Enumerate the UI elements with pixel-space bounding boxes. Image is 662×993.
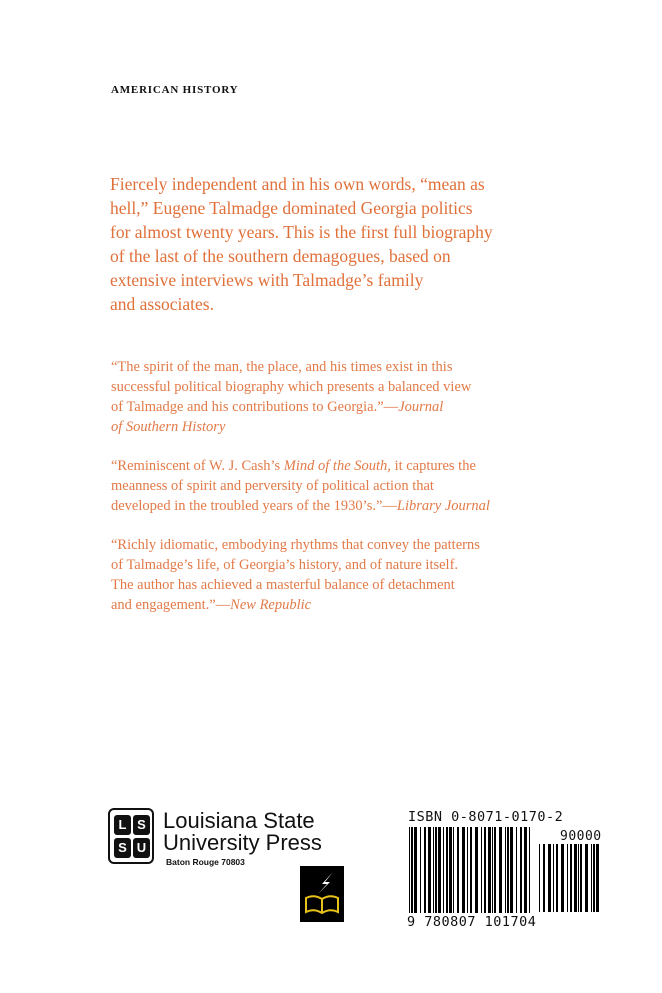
lsu-press-logo (108, 808, 154, 864)
barcode-bar (443, 827, 444, 913)
barcode-bar (457, 827, 459, 913)
logo-letter: S (114, 838, 131, 858)
barcode-bar (414, 827, 417, 913)
barcode-bar (462, 827, 465, 913)
quote-line (111, 397, 641, 417)
barcode-bar (570, 844, 572, 912)
barcode-bar (591, 844, 592, 912)
barcode-bar (520, 827, 522, 913)
barcode-bar (510, 827, 513, 913)
barcode-bar (580, 844, 582, 912)
description-line: hell,” Eugene Talmadge dominated Georgia politics (110, 198, 473, 218)
logo-letter: S (133, 815, 150, 835)
quote-text: “Reminiscent of W. J. Cash’s (111, 458, 284, 474)
barcode-bar (553, 844, 554, 912)
barcode-bar (438, 827, 441, 913)
barcode-bar (556, 844, 558, 912)
barcode-bar (539, 844, 540, 912)
quote-line: successful political biography which presents a balanced view (111, 379, 472, 395)
barcode-bar (499, 827, 502, 913)
barcode-bar (411, 827, 413, 913)
description-line: for almost twenty years. This is the first full biography (110, 222, 493, 242)
quote-line: “The spirit of the man, the place, and his times exist in this (111, 359, 453, 375)
barcode-bar (524, 827, 527, 913)
description-line: of the last of the southern demagogues, based on (110, 246, 451, 266)
review-source: Journal (398, 399, 444, 415)
quote-text: of Talmadge and his contributions to Georgia.”— (111, 399, 399, 415)
barcode-bar (467, 827, 468, 913)
barcode-bar (567, 844, 568, 912)
barcode-bar (548, 844, 551, 912)
barcode-bar (578, 844, 579, 912)
barcode-bar (494, 827, 496, 913)
quote-text: and engagement.”— (111, 597, 231, 613)
barcode-bar (593, 844, 595, 912)
price-barcode (539, 844, 599, 912)
description-line: and associates. (110, 294, 214, 314)
barcode-bar (492, 827, 493, 913)
publisher-name-line-1: Louisiana State (163, 808, 315, 833)
barcode-bar (435, 827, 437, 913)
book-title-reference: Mind of the South, (283, 458, 391, 474)
barcode-bar (475, 827, 478, 913)
barcode-bar (446, 827, 448, 913)
review-source: New Republic (230, 597, 312, 613)
logo-letter: U (133, 838, 150, 858)
description-line: Fiercely independent and in his own words, “mean as (110, 174, 485, 194)
barcode-bar (433, 827, 434, 913)
logo-letter: L (114, 815, 131, 835)
book-description (110, 172, 630, 316)
price-code-digits: 90000 (560, 829, 602, 844)
subject-category: AMERICAN HISTORY (111, 84, 239, 96)
quote-line: The author has achieved a masterful balance of detachment (111, 577, 455, 593)
publisher-city: Baton Rouge 70803 (166, 857, 245, 867)
barcode-bar (574, 844, 577, 912)
quote-line (111, 595, 641, 615)
isbn-label: ISBN 0-8071-0170-2 (408, 809, 564, 825)
barcode-bar (507, 827, 509, 913)
barcode-bar (409, 827, 410, 913)
barcode-bar (596, 844, 599, 912)
review-quote-2 (111, 456, 641, 516)
barcode-bar (453, 827, 454, 913)
quote-text: developed in the troubled years of the 1930’s.”— (111, 498, 397, 514)
description-line: extensive interviews with Talmadge’s family (110, 270, 424, 290)
publisher-name-line-2: University Press (163, 830, 322, 855)
barcode-bar (470, 827, 472, 913)
barcode-bar (424, 827, 426, 913)
review-source: of Southern History (111, 419, 226, 435)
quote-line: of Talmadge’s life, of Georgia’s history, and of nature itself. (111, 557, 459, 573)
quote-line: meanness of spirit and perversity of political action that (111, 478, 434, 494)
open-book-lightning-icon (300, 866, 344, 922)
quote-line (111, 496, 641, 516)
ean-barcode (409, 827, 531, 913)
quote-line: “Richly idiomatic, embodying rhythms that convey the patterns (111, 537, 480, 553)
review-quote-1 (111, 357, 641, 437)
barcode-bar (484, 827, 486, 913)
quote-text: it captures the (390, 458, 476, 474)
barcode-bar (488, 827, 491, 913)
review-quote-3 (111, 535, 641, 615)
ean-digits: 9 780807 101704 (407, 914, 537, 930)
barcode-bar (428, 827, 431, 913)
barcode-bar (585, 844, 588, 912)
barcode-bar (529, 827, 530, 913)
barcode-bar (516, 827, 517, 913)
review-source: Library Journal (396, 498, 490, 514)
barcode-bar (449, 827, 452, 913)
barcode-bar (505, 827, 506, 913)
barcode-bar (561, 844, 564, 912)
barcode-bar (543, 844, 545, 912)
barcode-bar (481, 827, 482, 913)
quote-line (111, 456, 641, 476)
barcode-bar (420, 827, 421, 913)
